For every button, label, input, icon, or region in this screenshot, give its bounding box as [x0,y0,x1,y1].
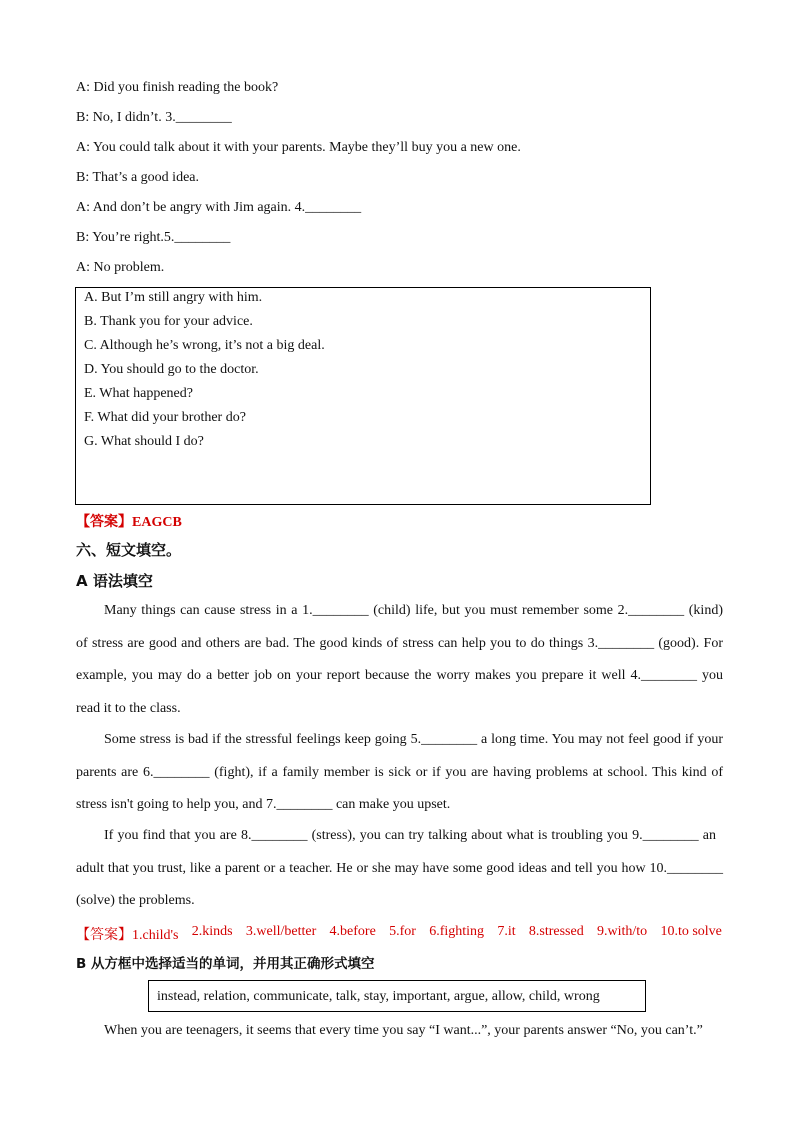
option-item: D. You should go to the doctor. [84,362,259,377]
option-item: A. But I’m still angry with him. [84,290,263,305]
dialogue-line: A: You could talk about it with your parents. Maybe they’ll buy you a new one. [76,140,521,155]
dialogue-line: A: Did you finish reading the book? [76,80,279,95]
option-item: C. Although he’s wrong, it’s not a big deal. [84,338,325,353]
option-item: F. What did your brother do? [84,410,246,425]
answer-item: 9.with/to [596,924,648,939]
dialogue-line: B: No, I didn’t. 3.________ [76,110,232,125]
options-box [75,287,651,505]
subsection-title: A 语法填空 [76,572,153,590]
option-item: G. What should I do? [84,434,204,449]
dialogue-line: A: And don’t be angry with Jim again. 4.________ [76,200,362,215]
subsection-title-b: B 从方框中选择适当的单词，并用其正确形式填空 [76,956,375,972]
option-item: B. Thank you for your advice. [84,314,253,329]
passage-line: of stress are good and others are bad. The good kinds of stress can help you to do things 3.________ (good). For [76,636,723,651]
answer-item: 6.fighting [429,924,485,939]
passage-line: adult that you trust, like a parent or a teacher. He or she may have some good ideas and tell you how 10.________ [76,861,723,876]
answer-item: 8.stressed [528,924,584,939]
answer-item: 5.for [389,924,416,939]
passage-line: stress isn't going to help you, and 7.________ can make you upset. [76,797,451,812]
passage-line: Some stress is bad if the stressful feelings keep going 5.________ a long time. You may not feel good if your [104,732,723,747]
passage-line: (solve) the problems. [76,893,195,908]
passage-line: If you find that you are 8.________ (stress), you can try talking about what is troubling you 9.________ an [104,828,716,843]
answer-item: 3.well/better [245,924,317,939]
answer-item: 2.kinds [191,924,233,939]
option-item: E. What happened? [84,386,193,401]
dialogue-line: B: That’s a good idea. [76,170,199,185]
passage-line: Many things can cause stress in a 1.________ (child) life, but you must remember some 2.________ (kind) [104,603,723,618]
answer-item: 【答案】1.child's [76,928,179,943]
answer-item: 10.to solve [660,924,722,939]
answer-item: 4.before [329,924,376,939]
dialogue-line: B: You’re right.5.________ [76,230,231,245]
passage-line: parents are 6.________ (fight), if a family member is sick or if you are having problems at school. This kind of [76,765,723,780]
answer-key: 【答案】EAGCB [76,515,182,530]
dialogue-line: A: No problem. [76,260,165,275]
answer-key-2 [76,924,722,944]
section-title: 六、短文填空。 [76,541,182,559]
answer-item: 7.it [497,924,516,939]
passage-line: example, you may do a better job on your report because the worry makes you prepare it well 4.________ you [76,668,723,683]
word-box [148,980,646,1012]
passage-line: When you are teenagers, it seems that every time you say “I want...”, your parents answer “No, you can’t.” [104,1023,703,1038]
passage-line: read it to the class. [76,701,181,716]
word-list: instead, relation, communicate, talk, stay, important, argue, allow, child, wrong [157,989,600,1004]
